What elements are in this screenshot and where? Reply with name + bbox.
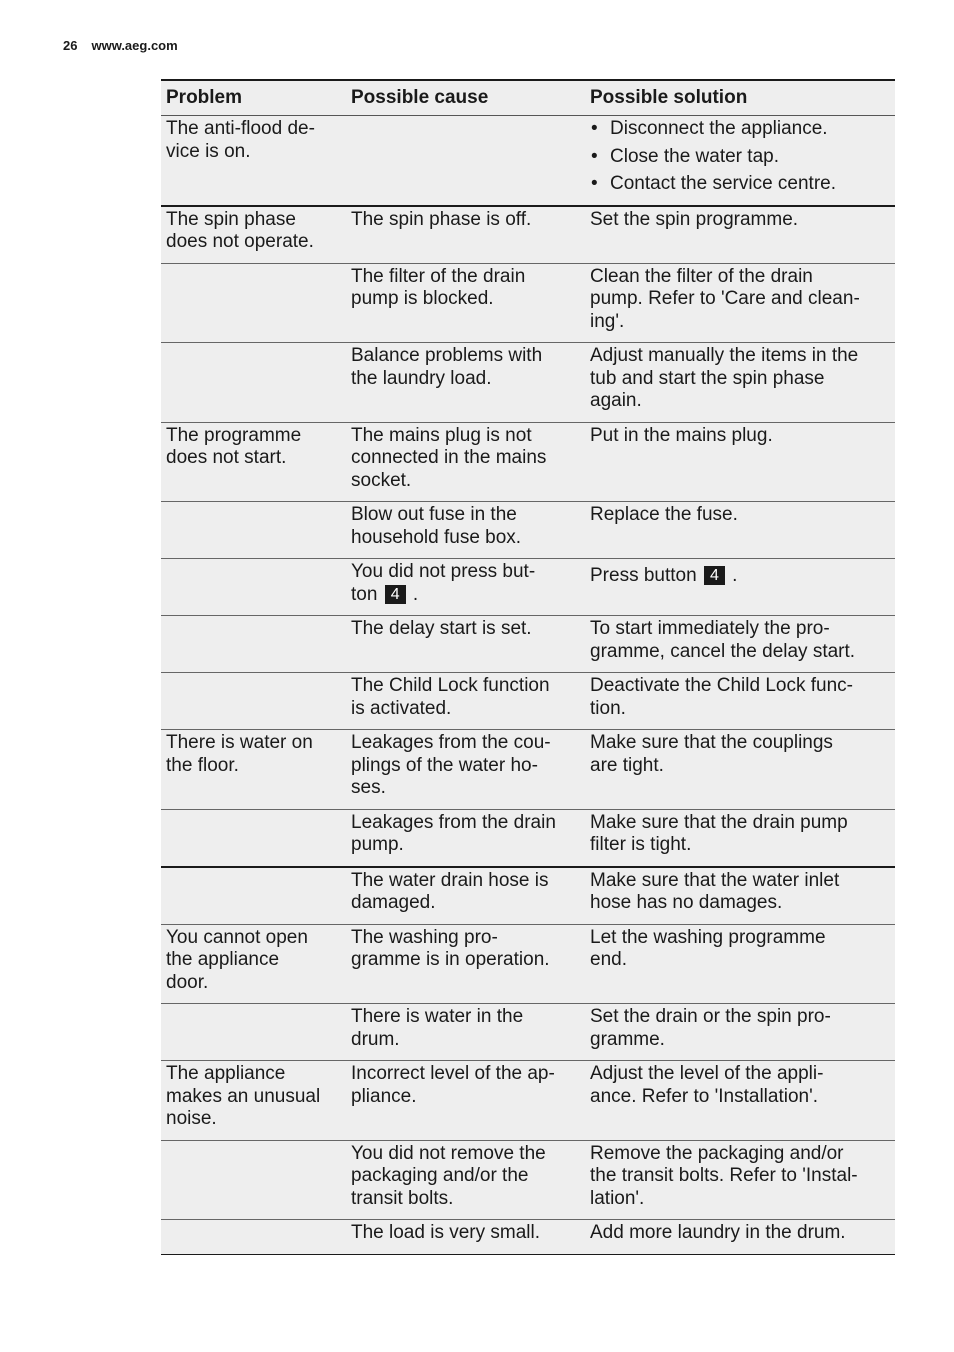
problem-cell: The programme does not start. — [161, 422, 346, 502]
solution-cell: Adjust the level of the appli- ance. Refer to 'Installation'. — [585, 1061, 895, 1141]
problem-cell: The anti-flood de- vice is on. — [161, 116, 346, 206]
troubleshooting-table — [161, 79, 895, 1255]
column-header-cause: Possible cause — [346, 80, 585, 116]
solution-cell: To start immediately the pro- gramme, cancel the delay start. — [585, 616, 895, 673]
cause-cell: The load is very small. — [346, 1220, 585, 1255]
problem-cell — [161, 1140, 346, 1220]
list-item — [590, 118, 889, 141]
problem-cell — [161, 616, 346, 673]
solution-cell: Remove the packaging and/or the transit bolts. Refer to 'Instal- lation'. — [585, 1140, 895, 1220]
table-row — [161, 730, 895, 810]
cause-cell: Incorrect level of the ap- pliance. — [346, 1061, 585, 1141]
problem-cell: The spin phase does not operate. — [161, 206, 346, 264]
solution-cell: Make sure that the drain pump filter is tight. — [585, 809, 895, 867]
table-header-row — [161, 80, 895, 116]
list-item-text: Contact the service centre. — [610, 173, 836, 194]
table-row — [161, 1220, 895, 1255]
table-row — [161, 116, 895, 206]
cause-cell: You did not remove the packaging and/or the transit bolts. — [346, 1140, 585, 1220]
column-header-solution: Possible solution — [585, 80, 895, 116]
problem-cell — [161, 1220, 346, 1255]
table-row — [161, 343, 895, 423]
problem-cell — [161, 559, 346, 616]
table-row — [161, 809, 895, 867]
table-row — [161, 422, 895, 502]
table-row — [161, 263, 895, 343]
solution-text: Press button — [590, 565, 697, 586]
table-row — [161, 1004, 895, 1061]
cause-cell: Leakages from the drain pump. — [346, 809, 585, 867]
table-row — [161, 867, 895, 925]
cause-cell: The Child Lock function is activated. — [346, 673, 585, 730]
cause-cell: The spin phase is off. — [346, 206, 585, 264]
cause-cell: There is water in the drum. — [346, 1004, 585, 1061]
solution-cell — [585, 559, 895, 616]
cause-text: You did not press but- ton — [351, 561, 536, 605]
bullet-icon: • — [591, 173, 598, 194]
cause-suffix: . — [412, 583, 419, 605]
bullet-icon: • — [591, 145, 598, 167]
cause-cell: The filter of the drain pump is blocked. — [346, 263, 585, 343]
solution-cell: Put in the mains plug. — [585, 422, 895, 502]
solution-cell: Deactivate the Child Lock func- tion. — [585, 673, 895, 730]
bullet-icon: • — [591, 118, 598, 139]
problem-cell: The appliance makes an unusual noise. — [161, 1061, 346, 1141]
cause-cell: Balance problems with the laundry load. — [346, 343, 585, 423]
list-item — [590, 173, 889, 196]
problem-cell: There is water on the floor. — [161, 730, 346, 810]
solution-cell: Let the washing programme end. — [585, 924, 895, 1004]
problem-cell: You cannot open the appliance door. — [161, 924, 346, 1004]
solution-cell: Adjust manually the items in the tub and start the spin phase again. — [585, 343, 895, 423]
problem-cell — [161, 502, 346, 559]
site-url: www.aeg.com — [91, 38, 178, 53]
problem-cell — [161, 673, 346, 730]
list-item-text: Close the water tap. — [610, 145, 779, 167]
table-row — [161, 924, 895, 1004]
cause-cell: Leakages from the cou- plings of the water ho- ses. — [346, 730, 585, 810]
solution-suffix: . — [732, 565, 738, 586]
table-row — [161, 616, 895, 673]
solution-cell: Make sure that the water inlet hose has no damages. — [585, 867, 895, 925]
solution-cell: Clean the filter of the drain pump. Refer to 'Care and clean- ing'. — [585, 263, 895, 343]
table-row — [161, 673, 895, 730]
solution-cell: Make sure that the couplings are tight. — [585, 730, 895, 810]
column-header-problem: Problem — [161, 80, 346, 116]
table-row — [161, 1061, 895, 1141]
solution-cell: Set the drain or the spin pro- gramme. — [585, 1004, 895, 1061]
table-row — [161, 206, 895, 264]
solution-cell: Replace the fuse. — [585, 502, 895, 559]
button-4-key-icon: 4 — [385, 585, 406, 604]
problem-cell — [161, 867, 346, 925]
cause-cell — [346, 559, 585, 616]
solution-list — [590, 118, 889, 196]
problem-cell — [161, 263, 346, 343]
problem-cell — [161, 1004, 346, 1061]
solution-cell: Add more laundry in the drum. — [585, 1220, 895, 1255]
cause-cell: Blow out fuse in the household fuse box. — [346, 502, 585, 559]
table-row — [161, 559, 895, 616]
cause-cell: The mains plug is not connected in the mains socket. — [346, 422, 585, 502]
cause-cell: The delay start is set. — [346, 616, 585, 673]
problem-cell — [161, 809, 346, 867]
cause-cell: The water drain hose is damaged. — [346, 867, 585, 925]
page-number: 26 — [63, 38, 78, 53]
page-header — [63, 38, 178, 53]
solution-cell: Set the spin programme. — [585, 206, 895, 264]
problem-cell — [161, 343, 346, 423]
list-item-text: Disconnect the appliance. — [610, 118, 828, 139]
table-row — [161, 502, 895, 559]
cause-cell: The washing pro- gramme is in operation. — [346, 924, 585, 1004]
button-4-key-icon: 4 — [704, 566, 725, 585]
table-row — [161, 1140, 895, 1220]
solution-cell — [585, 116, 895, 206]
list-item — [590, 146, 889, 169]
cause-cell — [346, 116, 585, 206]
